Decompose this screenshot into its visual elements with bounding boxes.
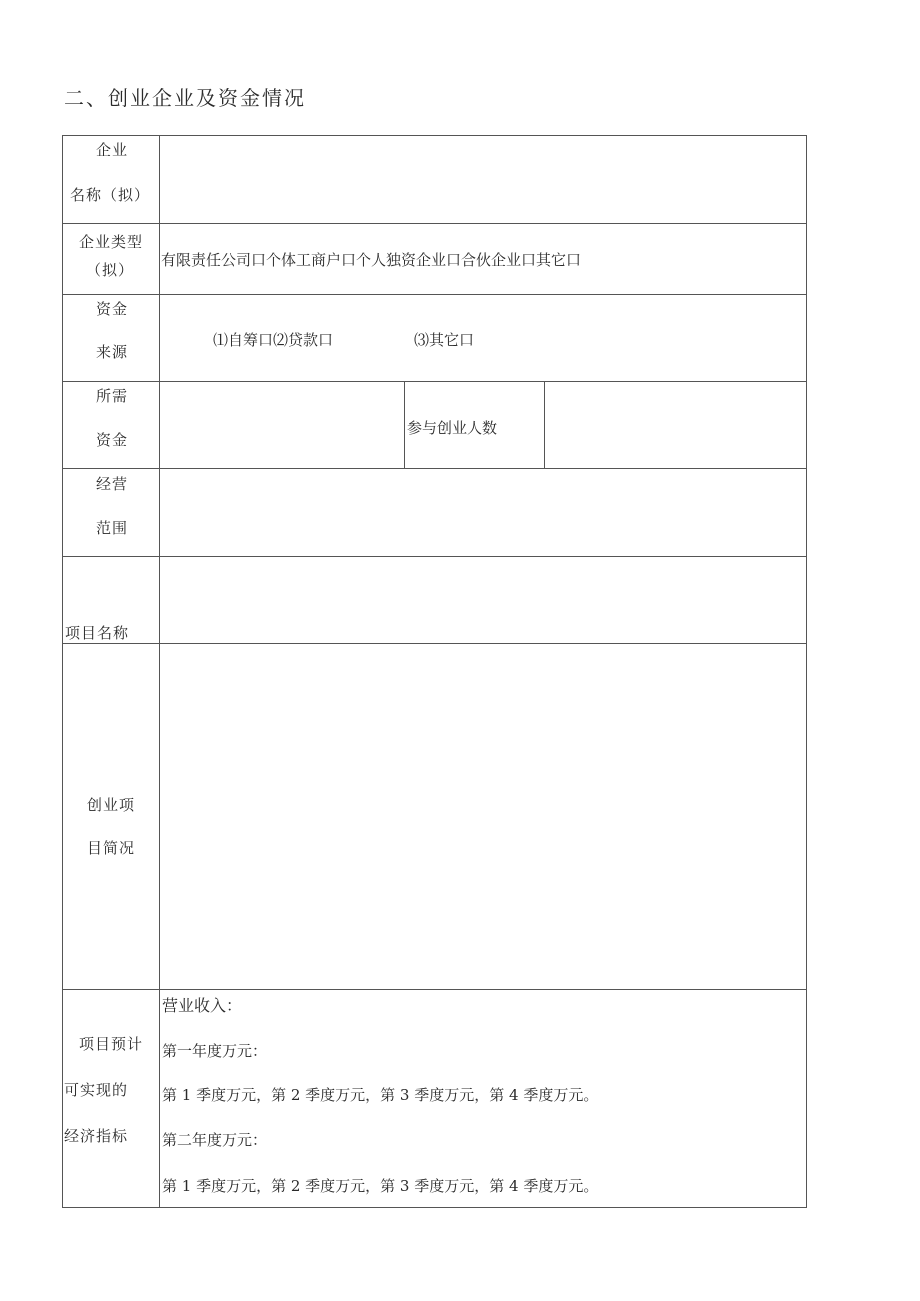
project-brief-field[interactable]	[161, 645, 805, 988]
fund-source-option-self-loan[interactable]: ⑴自筹口⑵贷款口	[213, 331, 334, 349]
company-name-label-line2: 名称（拟）	[70, 186, 151, 204]
project-brief-label-line2: 目简况	[87, 839, 136, 857]
company-type-options[interactable]: 有限责任公司口个体工商户口个人独资企业口合伙企业口其它口	[161, 251, 582, 269]
fund-cell-divider	[404, 381, 405, 469]
indicators-label-line3: 经济指标	[64, 1127, 129, 1145]
row-divider	[62, 381, 807, 382]
revenue-title: 营业收入：	[162, 996, 243, 1015]
year1-revenue[interactable]: 第一年度万元：	[162, 1042, 268, 1060]
company-name-label-line1: 企业	[96, 141, 129, 159]
row-divider	[62, 989, 807, 990]
company-type-label-line1: 企业类型	[79, 233, 144, 251]
table-border-left	[62, 135, 63, 1208]
fund-source-label-line2: 来源	[96, 343, 129, 361]
required-fund-label-line2: 资金	[96, 431, 129, 449]
year1-quarterly-revenue[interactable]: 第 1 季度万元，第 2 季度万元，第 3 季度万元，第 4 季度万元。	[162, 1086, 599, 1104]
project-brief-label-line1: 创业项	[87, 796, 136, 814]
participants-cell-divider	[544, 381, 545, 469]
participants-label: 参与创业人数	[407, 419, 498, 437]
project-name-label: 项目名称	[65, 624, 130, 642]
business-scope-field[interactable]	[161, 470, 805, 555]
label-column-divider	[159, 135, 160, 1208]
row-divider	[62, 468, 807, 469]
project-name-field[interactable]	[161, 558, 805, 642]
required-fund-field[interactable]	[161, 383, 403, 468]
business-scope-label-line1: 经营	[96, 475, 129, 493]
company-type-label-line2: （拟）	[86, 261, 135, 279]
row-divider	[62, 223, 807, 224]
table-border-right	[806, 135, 807, 1208]
year2-quarterly-revenue[interactable]: 第 1 季度万元，第 2 季度万元，第 3 季度万元，第 4 季度万元。	[162, 1177, 599, 1195]
section-heading: 二、创业企业及资金情况	[64, 86, 306, 110]
company-name-field[interactable]	[161, 137, 805, 222]
row-divider	[62, 556, 807, 557]
required-fund-label-line1: 所需	[96, 387, 129, 405]
row-divider	[62, 643, 807, 644]
fund-source-option-other[interactable]: ⑶其它口	[414, 331, 475, 349]
row-divider	[62, 294, 807, 295]
fund-source-label-line1: 资金	[96, 300, 129, 318]
table-border-top	[62, 135, 807, 136]
participants-field[interactable]	[546, 383, 805, 468]
table-border-bottom	[62, 1207, 807, 1208]
indicators-label-line2: 可实现的	[64, 1081, 129, 1099]
year2-revenue[interactable]: 第二年度万元：	[162, 1131, 268, 1149]
indicators-label-line1: 项目预计	[79, 1035, 144, 1053]
business-scope-label-line2: 范围	[96, 519, 129, 537]
